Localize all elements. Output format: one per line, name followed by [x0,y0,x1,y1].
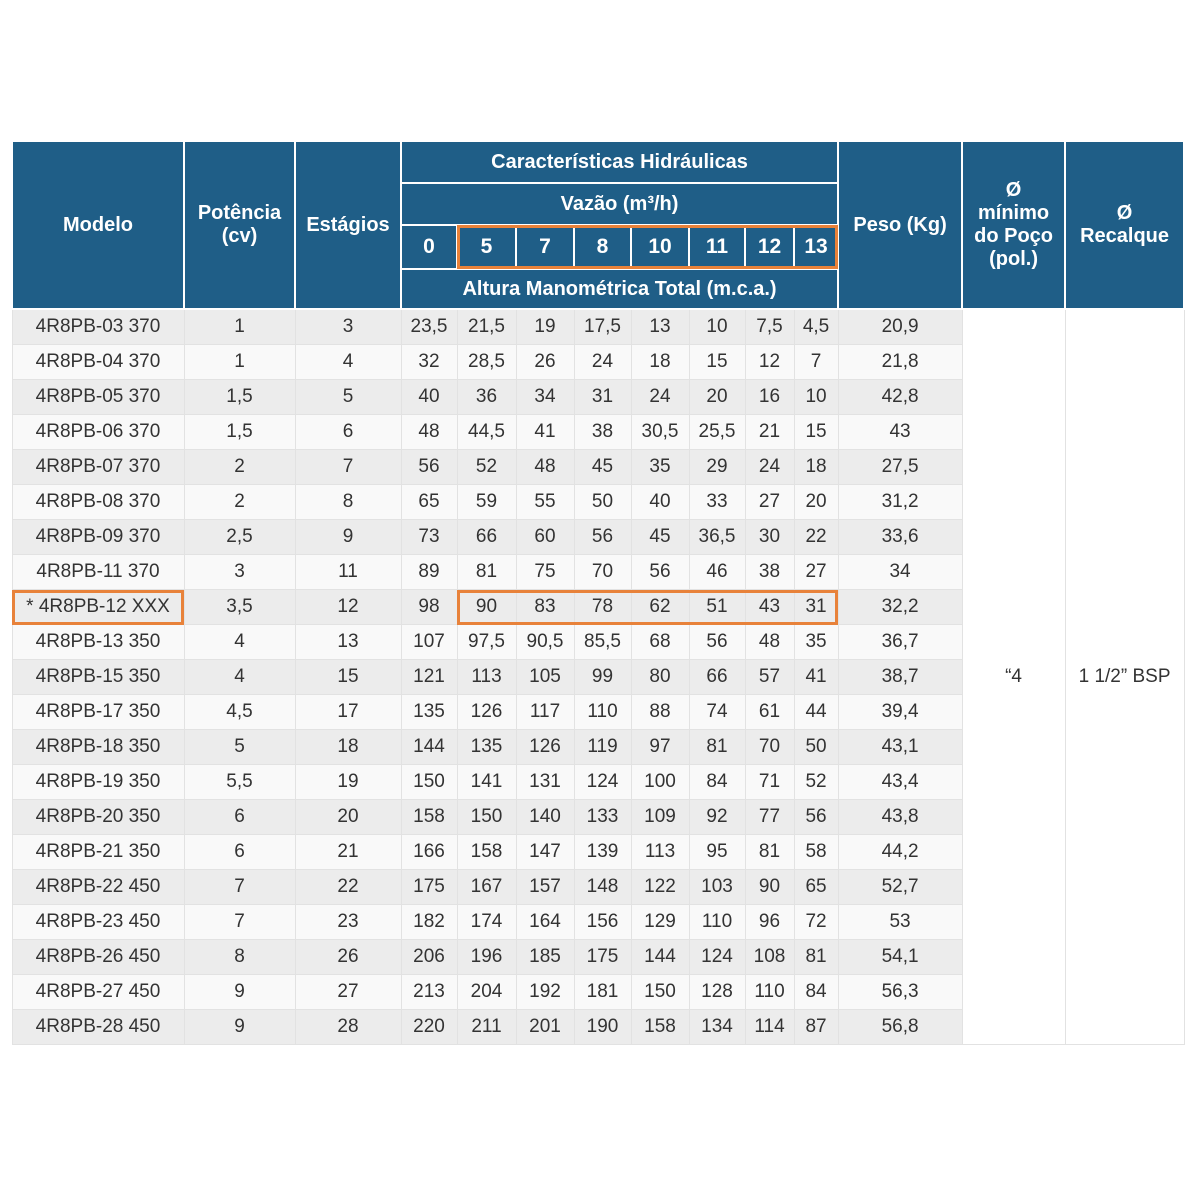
head-value-cell: 35 [631,450,689,485]
head-value-cell: 211 [457,1010,516,1045]
head-value-cell: 98 [401,590,457,625]
min-well-diameter-cell: “4 [962,309,1065,1045]
stages-cell: 4 [295,345,401,380]
head-value-cell: 20 [794,485,838,520]
model-cell: 4R8PB-27 450 [12,975,184,1010]
head-value-cell: 185 [516,940,574,975]
head-value-cell: 84 [689,765,745,800]
head-value-cell: 201 [516,1010,574,1045]
head-value-cell: 60 [516,520,574,555]
power-cell: 3,5 [184,590,295,625]
head-value-cell: 24 [745,450,794,485]
stages-cell: 27 [295,975,401,1010]
head-value-cell: 141 [457,765,516,800]
stages-cell: 15 [295,660,401,695]
power-cell: 2,5 [184,520,295,555]
header-modelo: Modelo [12,141,184,309]
head-value-cell: 158 [401,800,457,835]
head-value-cell: 80 [631,660,689,695]
head-value-cell: 55 [516,485,574,520]
model-cell: 4R8PB-08 370 [12,485,184,520]
head-value-cell: 108 [745,940,794,975]
head-value-cell: 52 [794,765,838,800]
head-value-cell: 4,5 [794,309,838,345]
stages-cell: 17 [295,695,401,730]
head-value-cell: 148 [574,870,631,905]
head-value-cell: 103 [689,870,745,905]
header-estagios: Estágios [295,141,401,309]
pump-spec-table [11,140,1185,1045]
head-value-cell: 190 [574,1010,631,1045]
flow-column-header: 5 [457,225,516,269]
power-cell: 3 [184,555,295,590]
head-value-cell: 27 [745,485,794,520]
weight-cell: 21,8 [838,345,962,380]
head-value-cell: 84 [794,975,838,1010]
head-value-cell: 174 [457,905,516,940]
head-value-cell: 73 [401,520,457,555]
power-cell: 8 [184,940,295,975]
stages-cell: 5 [295,380,401,415]
weight-cell: 43 [838,415,962,450]
head-value-cell: 144 [631,940,689,975]
head-value-cell: 15 [689,345,745,380]
head-value-cell: 18 [794,450,838,485]
head-value-cell: 59 [457,485,516,520]
head-value-cell: 78 [574,590,631,625]
flow-column-header: 8 [574,225,631,269]
head-value-cell: 75 [516,555,574,590]
stages-cell: 19 [295,765,401,800]
head-value-cell: 133 [574,800,631,835]
head-value-cell: 23,5 [401,309,457,345]
stages-cell: 28 [295,1010,401,1045]
head-value-cell: 140 [516,800,574,835]
head-value-cell: 44 [794,695,838,730]
stages-cell: 7 [295,450,401,485]
head-value-cell: 48 [516,450,574,485]
head-value-cell: 10 [689,309,745,345]
head-value-cell: 206 [401,940,457,975]
head-value-cell: 31 [794,590,838,625]
stages-cell: 20 [295,800,401,835]
head-value-cell: 52 [457,450,516,485]
head-value-cell: 89 [401,555,457,590]
head-value-cell: 105 [516,660,574,695]
head-value-cell: 150 [401,765,457,800]
head-value-cell: 38 [745,555,794,590]
head-value-cell: 40 [401,380,457,415]
flow-column-header: 0 [401,225,457,269]
head-value-cell: 56 [794,800,838,835]
head-value-cell: 144 [401,730,457,765]
head-value-cell: 134 [689,1010,745,1045]
model-cell: 4R8PB-22 450 [12,870,184,905]
weight-cell: 43,8 [838,800,962,835]
power-cell: 5 [184,730,295,765]
power-cell: 7 [184,870,295,905]
head-value-cell: 24 [574,345,631,380]
head-value-cell: 97,5 [457,625,516,660]
stages-cell: 3 [295,309,401,345]
head-value-cell: 88 [631,695,689,730]
head-value-cell: 27 [794,555,838,590]
head-value-cell: 81 [794,940,838,975]
head-value-cell: 95 [689,835,745,870]
head-value-cell: 65 [794,870,838,905]
head-value-cell: 129 [631,905,689,940]
head-value-cell: 30,5 [631,415,689,450]
head-value-cell: 16 [745,380,794,415]
model-cell: 4R8PB-11 370 [12,555,184,590]
power-cell: 7 [184,905,295,940]
head-value-cell: 164 [516,905,574,940]
head-value-cell: 61 [745,695,794,730]
head-value-cell: 34 [516,380,574,415]
weight-cell: 44,2 [838,835,962,870]
head-value-cell: 50 [574,485,631,520]
stages-cell: 21 [295,835,401,870]
head-value-cell: 74 [689,695,745,730]
power-cell: 6 [184,835,295,870]
head-value-cell: 33 [689,485,745,520]
head-value-cell: 126 [457,695,516,730]
head-value-cell: 124 [689,940,745,975]
head-value-cell: 71 [745,765,794,800]
head-value-cell: 48 [745,625,794,660]
head-value-cell: 166 [401,835,457,870]
head-value-cell: 182 [401,905,457,940]
stages-cell: 9 [295,520,401,555]
head-value-cell: 117 [516,695,574,730]
head-value-cell: 66 [689,660,745,695]
model-cell: 4R8PB-28 450 [12,1010,184,1045]
head-value-cell: 43 [745,590,794,625]
stages-cell: 12 [295,590,401,625]
flow-column-header: 13 [794,225,838,269]
head-value-cell: 157 [516,870,574,905]
head-value-cell: 119 [574,730,631,765]
stages-cell: 11 [295,555,401,590]
head-value-cell: 147 [516,835,574,870]
head-value-cell: 21,5 [457,309,516,345]
weight-cell: 33,6 [838,520,962,555]
head-value-cell: 25,5 [689,415,745,450]
power-cell: 4,5 [184,695,295,730]
model-cell: 4R8PB-17 350 [12,695,184,730]
head-value-cell: 192 [516,975,574,1010]
head-value-cell: 81 [745,835,794,870]
head-value-cell: 87 [794,1010,838,1045]
power-cell: 5,5 [184,765,295,800]
head-value-cell: 48 [401,415,457,450]
head-value-cell: 41 [516,415,574,450]
weight-cell: 31,2 [838,485,962,520]
head-value-cell: 56 [401,450,457,485]
head-value-cell: 13 [631,309,689,345]
head-value-cell: 135 [457,730,516,765]
head-value-cell: 81 [457,555,516,590]
head-value-cell: 150 [631,975,689,1010]
head-value-cell: 175 [574,940,631,975]
head-value-cell: 131 [516,765,574,800]
weight-cell: 43,1 [838,730,962,765]
head-value-cell: 92 [689,800,745,835]
head-value-cell: 36,5 [689,520,745,555]
head-value-cell: 99 [574,660,631,695]
head-value-cell: 83 [516,590,574,625]
head-value-cell: 22 [794,520,838,555]
head-value-cell: 77 [745,800,794,835]
header-vazao: Vazão (m³/h) [401,183,838,225]
head-value-cell: 181 [574,975,631,1010]
power-cell: 1,5 [184,415,295,450]
head-value-cell: 72 [794,905,838,940]
model-cell: 4R8PB-21 350 [12,835,184,870]
stages-cell: 8 [295,485,401,520]
weight-cell: 53 [838,905,962,940]
head-value-cell: 167 [457,870,516,905]
head-value-cell: 19 [516,309,574,345]
head-value-cell: 220 [401,1010,457,1045]
stages-cell: 22 [295,870,401,905]
model-cell: 4R8PB-07 370 [12,450,184,485]
weight-cell: 56,8 [838,1010,962,1045]
flow-column-header: 11 [689,225,745,269]
header-altura: Altura Manométrica Total (m.c.a.) [401,269,838,309]
head-value-cell: 38 [574,415,631,450]
head-value-cell: 28,5 [457,345,516,380]
head-value-cell: 56 [631,555,689,590]
head-value-cell: 110 [745,975,794,1010]
model-cell: 4R8PB-15 350 [12,660,184,695]
head-value-cell: 90,5 [516,625,574,660]
head-value-cell: 45 [631,520,689,555]
head-value-cell: 97 [631,730,689,765]
head-value-cell: 126 [516,730,574,765]
model-cell: 4R8PB-20 350 [12,800,184,835]
model-cell: 4R8PB-06 370 [12,415,184,450]
discharge-diameter-cell: 1 1/2” BSP [1065,309,1184,1045]
weight-cell: 34 [838,555,962,590]
power-cell: 9 [184,1010,295,1045]
head-value-cell: 56 [689,625,745,660]
head-value-cell: 62 [631,590,689,625]
head-value-cell: 44,5 [457,415,516,450]
header-diametro-poco: Ø mínimo do Poço (pol.) [962,141,1065,309]
head-value-cell: 41 [794,660,838,695]
head-value-cell: 85,5 [574,625,631,660]
head-value-cell: 30 [745,520,794,555]
head-value-cell: 90 [457,590,516,625]
head-value-cell: 12 [745,345,794,380]
head-value-cell: 128 [689,975,745,1010]
head-value-cell: 107 [401,625,457,660]
head-value-cell: 196 [457,940,516,975]
model-cell: 4R8PB-19 350 [12,765,184,800]
head-value-cell: 204 [457,975,516,1010]
head-value-cell: 100 [631,765,689,800]
head-value-cell: 114 [745,1010,794,1045]
head-value-cell: 65 [401,485,457,520]
head-value-cell: 113 [631,835,689,870]
head-value-cell: 50 [794,730,838,765]
stages-cell: 18 [295,730,401,765]
head-value-cell: 150 [457,800,516,835]
flow-column-header: 7 [516,225,574,269]
header-potencia: Potência (cv) [184,141,295,309]
head-value-cell: 18 [631,345,689,380]
weight-cell: 43,4 [838,765,962,800]
weight-cell: 39,4 [838,695,962,730]
stages-cell: 26 [295,940,401,975]
head-value-cell: 70 [745,730,794,765]
head-value-cell: 109 [631,800,689,835]
head-value-cell: 35 [794,625,838,660]
head-value-cell: 17,5 [574,309,631,345]
head-value-cell: 68 [631,625,689,660]
head-value-cell: 96 [745,905,794,940]
head-value-cell: 10 [794,380,838,415]
head-value-cell: 20 [689,380,745,415]
weight-cell: 38,7 [838,660,962,695]
model-cell: 4R8PB-23 450 [12,905,184,940]
weight-cell: 56,3 [838,975,962,1010]
header-caracteristicas: Características Hidráulicas [401,141,838,183]
head-value-cell: 31 [574,380,631,415]
head-value-cell: 66 [457,520,516,555]
header-diametro-recalque: Ø Recalque [1065,141,1184,309]
flow-column-header: 12 [745,225,794,269]
model-cell: 4R8PB-09 370 [12,520,184,555]
head-value-cell: 26 [516,345,574,380]
head-value-cell: 58 [794,835,838,870]
head-value-cell: 40 [631,485,689,520]
head-value-cell: 15 [794,415,838,450]
head-value-cell: 110 [574,695,631,730]
head-value-cell: 51 [689,590,745,625]
weight-cell: 20,9 [838,309,962,345]
head-value-cell: 7 [794,345,838,380]
weight-cell: 32,2 [838,590,962,625]
power-cell: 2 [184,450,295,485]
weight-cell: 36,7 [838,625,962,660]
model-cell: 4R8PB-05 370 [12,380,184,415]
head-value-cell: 121 [401,660,457,695]
head-value-cell: 21 [745,415,794,450]
head-value-cell: 213 [401,975,457,1010]
power-cell: 1 [184,309,295,345]
stages-cell: 23 [295,905,401,940]
head-value-cell: 135 [401,695,457,730]
head-value-cell: 57 [745,660,794,695]
head-value-cell: 70 [574,555,631,590]
stages-cell: 6 [295,415,401,450]
weight-cell: 52,7 [838,870,962,905]
stages-cell: 13 [295,625,401,660]
head-value-cell: 46 [689,555,745,590]
head-value-cell: 175 [401,870,457,905]
head-value-cell: 45 [574,450,631,485]
model-cell: 4R8PB-26 450 [12,940,184,975]
head-value-cell: 81 [689,730,745,765]
power-cell: 2 [184,485,295,520]
head-value-cell: 156 [574,905,631,940]
table-row [12,309,1184,345]
weight-cell: 54,1 [838,940,962,975]
head-value-cell: 90 [745,870,794,905]
head-value-cell: 7,5 [745,309,794,345]
model-cell: 4R8PB-18 350 [12,730,184,765]
head-value-cell: 124 [574,765,631,800]
power-cell: 1,5 [184,380,295,415]
power-cell: 4 [184,660,295,695]
power-cell: 4 [184,625,295,660]
head-value-cell: 122 [631,870,689,905]
header-peso: Peso (Kg) [838,141,962,309]
head-value-cell: 139 [574,835,631,870]
head-value-cell: 32 [401,345,457,380]
model-cell: 4R8PB-03 370 [12,309,184,345]
model-cell: 4R8PB-04 370 [12,345,184,380]
power-cell: 1 [184,345,295,380]
power-cell: 9 [184,975,295,1010]
flow-column-header: 10 [631,225,689,269]
head-value-cell: 56 [574,520,631,555]
head-value-cell: 24 [631,380,689,415]
head-value-cell: 113 [457,660,516,695]
head-value-cell: 29 [689,450,745,485]
head-value-cell: 36 [457,380,516,415]
model-cell: * 4R8PB-12 XXX [12,590,184,625]
power-cell: 6 [184,800,295,835]
weight-cell: 42,8 [838,380,962,415]
head-value-cell: 158 [457,835,516,870]
head-value-cell: 158 [631,1010,689,1045]
weight-cell: 27,5 [838,450,962,485]
model-cell: 4R8PB-13 350 [12,625,184,660]
head-value-cell: 110 [689,905,745,940]
